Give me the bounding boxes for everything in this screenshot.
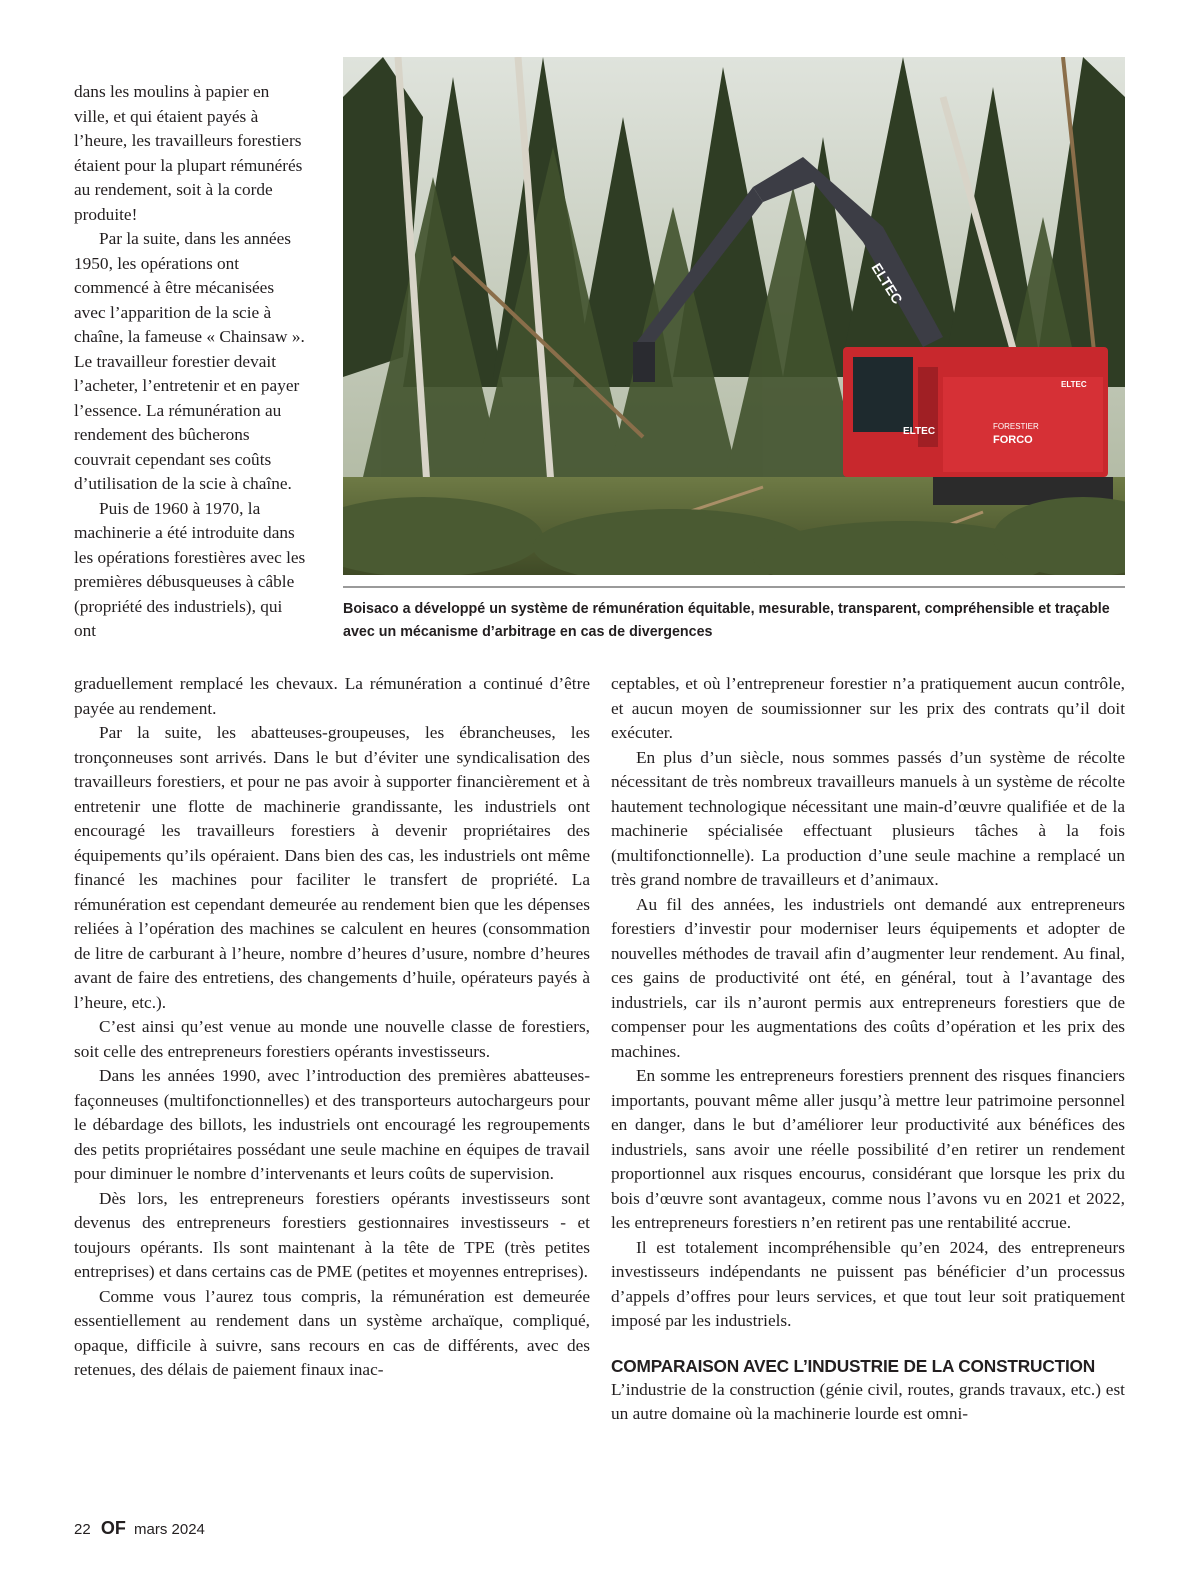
svg-text:FORESTIER: FORESTIER <box>993 422 1039 431</box>
svg-text:FORCO: FORCO <box>993 434 1033 446</box>
body-paragraph: Dans les années 1990, avec l’introduction des premières abatteuses-façonneuses (multifonctionnelles) et des transporteurs autochargeurs pour le débardage des billots, les industriels ont encouragé les regroupements des petits propriétaires possédant une seule machine en équipes de travail pour diminuer le nombre d’intervenants et leurs coûts de supervision. <box>74 1066 590 1183</box>
body-paragraph: Dès lors, les entrepreneurs forestiers opérants investisseurs sont devenus des entrepreneurs forestiers gestionnaires investisseurs - et toujours opérants. Ils sont maintenant à la tête de TPE (très petites entreprises) et dans certains cas de PME (petites et moyennes entreprises). <box>74 1188 590 1281</box>
caption-divider <box>343 586 1125 588</box>
body-paragraph: dans les moulins à papier en ville, et qui étaient payés à l’heure, les travailleurs forestiers étaient pour la plupart rémunérés au rendement, soit à la corde produite! <box>74 82 303 224</box>
page-footer <box>74 1518 205 1539</box>
body-paragraph: Il est totalement incompréhensible qu’en 2024, des entrepreneurs investisseurs indépendants ne puissent pas bénéficier d’un processus d’appels d’offres pour leurs services, et que tout leur soit pratiquement imposé par les industriels. <box>611 1237 1125 1330</box>
photo-caption: Boisaco a développé un système de rémunération équitable, mesurable, transparent, compréhensible et traçable avec un mécanisme d’arbitrage en cas de divergences <box>343 601 1110 640</box>
body-paragraph: Par la suite, les abatteuses-groupeuses, les ébrancheuses, les tronçonneuses sont arrivés. Dans le but d’éviter une syndicalisation des travailleurs forestiers, et pour ne pas avoir à supporter financièrement et à entretenir une flotte de machinerie grandissante, les industriels ont encouragé les travailleurs forestiers à devenir propriétaires des équipements qu’ils opéraient. Dans bien des cas, les industriels ont même financé les machines pour faciliter le transfert de propriété. La rémunération est cependant demeurée au rendement bien que les dépenses reliées à l’opération des machines se calculent en heures (consommation de litre de carburant à l’heure, nombre d’heures d’usure, nombre d’heures avant de faire des entretiens, des changements d’huile, opérateurs payés à l’heure, etc.). <box>74 723 590 1012</box>
left-column <box>74 672 590 1383</box>
issue-date: mars 2024 <box>134 1521 205 1538</box>
body-paragraph: Au fil des années, les industriels ont demandé aux entrepreneurs forestiers d’investir pour moderniser leurs équipements et adopter de nouvelles méthodes de travail afin d’augmenter leur rendement. Au final, ces gains de productivité ont été, en général, tout à l’avantage des industriels, car ils n’auront permis aux entrepreneurs forestiers que de compenser pour les augmentations des coûts d’opération et les prix des machines. <box>611 894 1125 1061</box>
svg-text:ELTEC: ELTEC <box>1061 380 1087 389</box>
page-number: 22 <box>74 1521 91 1538</box>
right-column <box>611 672 1125 1427</box>
top-narrow-column <box>74 80 306 644</box>
body-paragraph: En somme les entrepreneurs forestiers prennent des risques financiers importants, pouvant même aller jusqu’à mettre leur patrimoine personnel en danger, dans le but d’améliorer leur productivité aux bénéfices des industriels, sans avoir une réelle possibilité d’en retirer un rendement proportionnel aux risques encourus, considérant que lorsque les prix du bois d’œuvre sont avantageux, comme nous l’avons vu en 2021 et 2022, les entrepreneurs forestiers n’en retirent pas une rentabilité accrue. <box>611 1066 1125 1232</box>
body-paragraph: Par la suite, dans les années 1950, les opérations ont commencé à être mécanisées avec l’apparition de la scie à chaîne, la fameuse « Chainsaw ». Le travailleur forestier devait l’acheter, l’entretenir et en payer l’essence. La rémunération au rendement des bûcherons couvrait cependant ses coûts d’utilisation de la scie à chaîne. <box>74 229 305 493</box>
body-paragraph: C’est ainsi qu’est venue au monde une nouvelle classe de forestiers, soit celle des entrepreneurs forestiers opérants investisseurs. <box>74 1017 590 1061</box>
magazine-brand: OF <box>100 1518 126 1538</box>
body-paragraph: Puis de 1960 à 1970, la machinerie a été introduite dans les opérations forestières avec les premières débusqueuses à câble (propriété des industriels), qui ont <box>74 498 306 640</box>
forestry-machine-photo <box>343 57 1125 575</box>
svg-text:ELTEC: ELTEC <box>903 426 936 437</box>
body-paragraph: Comme vous l’aurez tous compris, la rémunération est demeurée essentiellement au rendement dans un système archaïque, compliqué, opaque, difficile à suivre, sans recours en cas de différents, avec des retenues, des délais de paiement finaux inac- <box>74 1286 590 1379</box>
body-paragraph: graduellement remplacé les chevaux. La rémunération a continué d’être payée au rendement. <box>74 674 590 718</box>
svg-text:ELTEC: ELTEC <box>868 260 906 307</box>
section-heading: COMPARAISON AVEC L’INDUSTRIE DE LA CONSTRUCTION <box>611 1355 1096 1376</box>
body-paragraph: En plus d’un siècle, nous sommes passés d’un système de récolte nécessitant de très nombreux travailleurs manuels à un système de récolte hautement technologique nécessitant une main-d’œuvre qualifiée et de la machinerie spécialisée effectuant plusieurs tâches à la fois (multifonctionnelle). La production d’une seule machine a remplacé un très grand nombre de travailleurs et d’animaux. <box>611 747 1125 889</box>
body-paragraph: L’industrie de la construction (génie civil, routes, grands travaux, etc.) est un autre domaine où la machinerie lourde est omni- <box>611 1379 1125 1423</box>
body-paragraph: ceptables, et où l’entrepreneur forestier n’a pratiquement aucun contrôle, et aucun moyen de soumissionner sur les prix des contrats qu’il doit exécuter. <box>611 674 1125 742</box>
